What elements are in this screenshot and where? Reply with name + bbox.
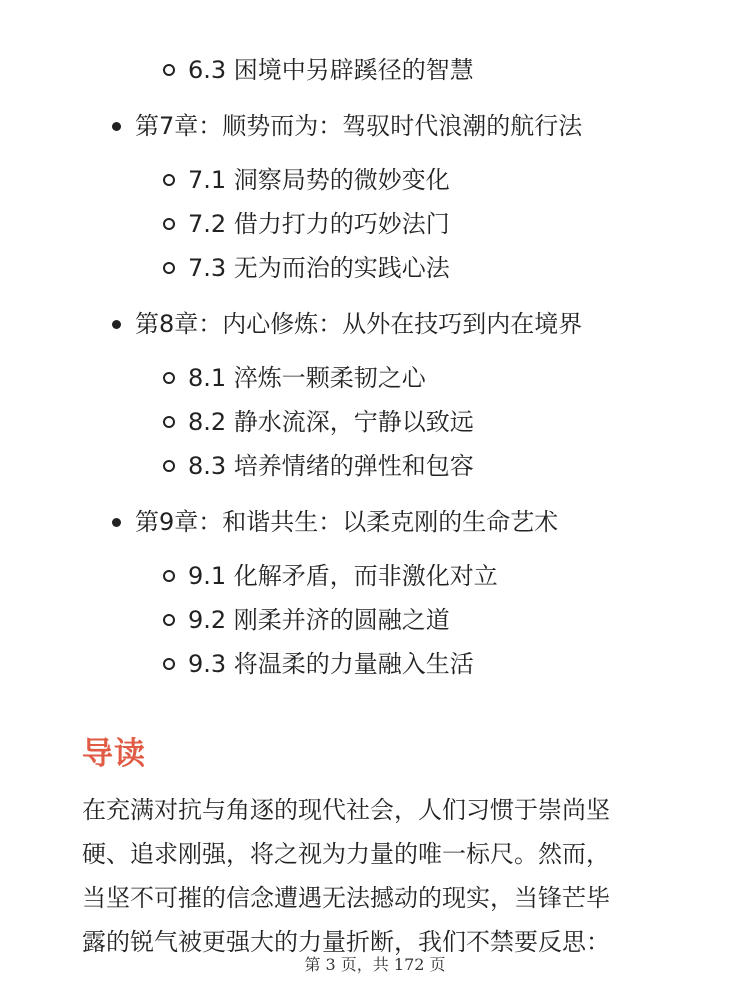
toc-section-6-3 bbox=[0, 48, 750, 92]
toc-section-8-2 bbox=[0, 400, 750, 444]
table-of-contents bbox=[0, 48, 750, 698]
section-list bbox=[0, 158, 750, 290]
toc-section-7-2 bbox=[0, 202, 750, 246]
chapter-title bbox=[0, 302, 750, 346]
section-list-6 bbox=[0, 48, 750, 92]
hollow-bullet-icon bbox=[163, 218, 175, 230]
toc-chapter-9 bbox=[0, 500, 750, 686]
section-label: 8.1 淬炼一颗柔韧之心 bbox=[188, 364, 426, 392]
hollow-bullet-icon bbox=[163, 64, 175, 76]
section-list bbox=[0, 554, 750, 686]
toc-chapter-7 bbox=[0, 104, 750, 290]
toc-section-7-3 bbox=[0, 246, 750, 290]
intro-paragraph bbox=[82, 788, 672, 964]
hollow-bullet-icon bbox=[163, 658, 175, 670]
hollow-bullet-icon bbox=[163, 174, 175, 186]
toc-section-8-3 bbox=[0, 444, 750, 488]
section-label: 7.2 借力打力的巧妙法门 bbox=[188, 210, 450, 238]
section-label: 7.1 洞察局势的微妙变化 bbox=[188, 166, 450, 194]
toc-chapter-8 bbox=[0, 302, 750, 488]
toc-section-9-3 bbox=[0, 642, 750, 686]
chapter-label: 第9章：和谐共生：以柔克刚的生命艺术 bbox=[135, 508, 559, 536]
section-label: 8.2 静水流深，宁静以致远 bbox=[188, 408, 474, 436]
section-list bbox=[0, 356, 750, 488]
bullet-icon bbox=[112, 122, 121, 131]
chapter-title bbox=[0, 104, 750, 148]
bullet-icon bbox=[112, 518, 121, 527]
intro-heading: 导读 bbox=[82, 736, 146, 772]
paragraph-line: 露的锐气被更强大的力量折断，我们不禁要反思： bbox=[82, 928, 610, 956]
hollow-bullet-icon bbox=[163, 262, 175, 274]
page-number-footer: 第 3 页，共 172 页 bbox=[304, 955, 446, 974]
hollow-bullet-icon bbox=[163, 416, 175, 428]
section-label: 8.3 培养情绪的弹性和包容 bbox=[188, 452, 474, 480]
hollow-bullet-icon bbox=[163, 372, 175, 384]
section-label: 9.2 刚柔并济的圆融之道 bbox=[188, 606, 450, 634]
section-label: 9.1 化解矛盾，而非激化对立 bbox=[188, 562, 498, 590]
paragraph-line: 当坚不可摧的信念遭遇无法撼动的现实，当锋芒毕 bbox=[82, 884, 610, 912]
hollow-bullet-icon bbox=[163, 460, 175, 472]
hollow-bullet-icon bbox=[163, 570, 175, 582]
bullet-icon bbox=[112, 320, 121, 329]
hollow-bullet-icon bbox=[163, 614, 175, 626]
paragraph-line: 在充满对抗与角逐的现代社会，人们习惯于崇尚坚 bbox=[82, 796, 610, 824]
paragraph-line: 硬、追求刚强，将之视为力量的唯一标尺。然而， bbox=[82, 840, 610, 868]
toc-section-7-1 bbox=[0, 158, 750, 202]
chapter-label: 第7章：顺势而为：驾驭时代浪潮的航行法 bbox=[135, 112, 583, 140]
section-label: 6.3 困境中另辟蹊径的智慧 bbox=[188, 56, 474, 84]
chapter-title bbox=[0, 500, 750, 544]
chapter-label: 第8章：内心修炼：从外在技巧到内在境界 bbox=[135, 310, 583, 338]
toc-section-9-1 bbox=[0, 554, 750, 598]
section-label: 9.3 将温柔的力量融入生活 bbox=[188, 650, 474, 678]
toc-section-9-2 bbox=[0, 598, 750, 642]
toc-section-8-1 bbox=[0, 356, 750, 400]
section-label: 7.3 无为而治的实践心法 bbox=[188, 254, 450, 282]
